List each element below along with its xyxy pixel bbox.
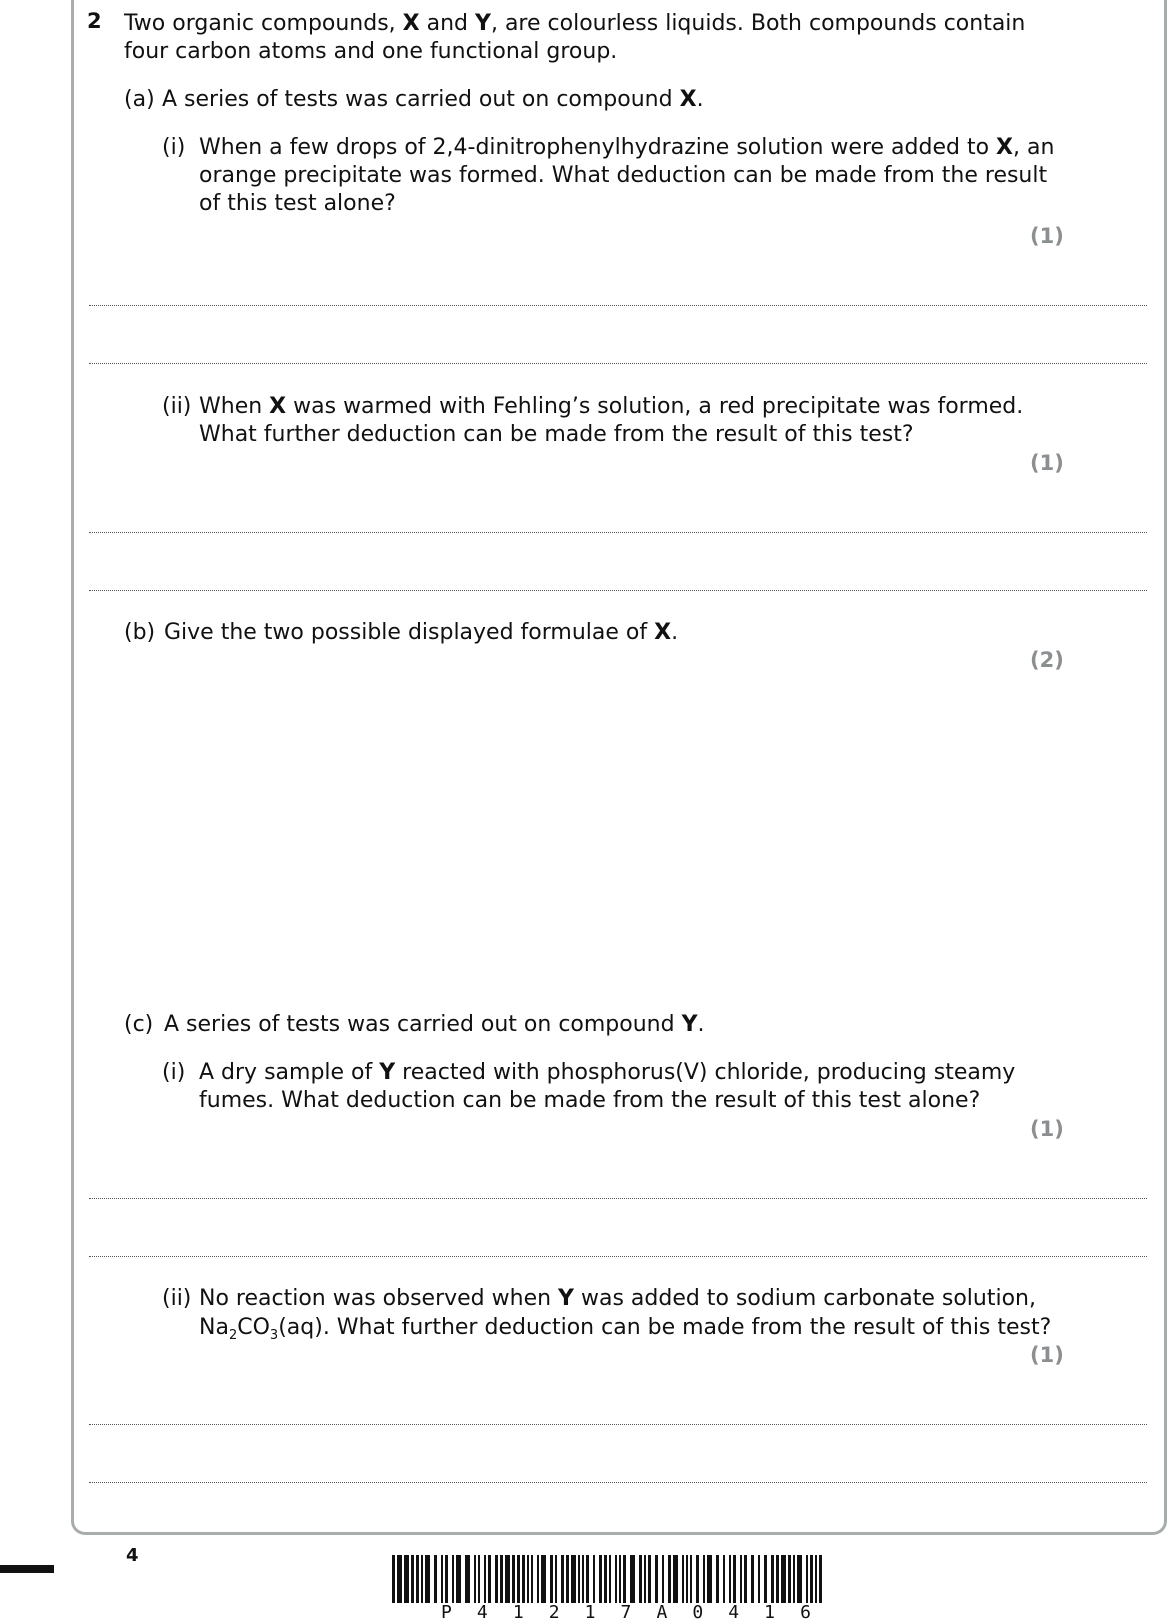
barcode-bar — [488, 1555, 491, 1603]
barcode-bar — [474, 1555, 476, 1603]
barcode-bar — [619, 1555, 621, 1603]
barcode-bar — [696, 1555, 699, 1603]
part-c-ii-label: (ii) — [162, 1286, 192, 1311]
part-a-ii-line2: What further deduction can be made from the result of this test? — [199, 422, 914, 447]
barcode-char: P — [441, 1602, 452, 1623]
barcode-bar — [690, 1555, 692, 1603]
barcode-bar — [561, 1555, 564, 1603]
barcode-bar — [500, 1555, 503, 1603]
barcode-bar — [578, 1555, 580, 1603]
barcode-char: 7 — [620, 1602, 632, 1623]
part-a-i-label: (i) — [162, 135, 186, 160]
part-a-stem: A series of tests was carried out on compound X. — [162, 87, 704, 112]
barcode-bar — [505, 1555, 510, 1603]
barcode-bar — [673, 1555, 678, 1603]
answer-line-c-ii-2[interactable] — [89, 1482, 1147, 1483]
barcode-bar — [639, 1555, 642, 1603]
part-a-i-marks: (1) — [1030, 224, 1064, 248]
barcode-bar — [707, 1555, 712, 1603]
part-b-answer-space[interactable] — [124, 690, 1124, 990]
answer-line-a-ii-1[interactable] — [89, 532, 1147, 533]
barcode-bar — [416, 1555, 419, 1603]
barcode-bar — [512, 1555, 515, 1603]
question-intro-line2: four carbon atoms and one functional group. — [124, 39, 618, 64]
barcode-char: 1 — [584, 1602, 596, 1623]
barcode-bar — [517, 1555, 520, 1603]
barcode-bar — [716, 1555, 719, 1603]
barcode-bar — [733, 1555, 736, 1603]
barcode-bar — [566, 1555, 569, 1603]
barcode-bar — [655, 1555, 658, 1603]
part-a-i-line2: orange precipitate was formed. What deduction can be made from the result — [199, 163, 1048, 188]
barcode-bar — [537, 1555, 539, 1603]
barcode-bar — [764, 1555, 767, 1603]
barcode-bar — [522, 1555, 525, 1603]
barcode-bar — [758, 1555, 760, 1603]
barcode-bar — [456, 1555, 461, 1603]
part-c-i-marks: (1) — [1030, 1117, 1064, 1141]
barcode-bar — [599, 1555, 602, 1603]
barcode-bar — [793, 1555, 795, 1603]
answer-line-a-i-2[interactable] — [89, 363, 1147, 364]
barcode-text — [441, 1603, 811, 1623]
barcode-bar — [648, 1555, 651, 1603]
barcode-bar — [630, 1555, 635, 1603]
part-a-ii-line1: When X was warmed with Fehling’s solution, a red precipitate was formed. — [199, 394, 1024, 419]
barcode-bar — [445, 1555, 448, 1603]
barcode-bar — [644, 1555, 646, 1603]
barcode-bar — [593, 1555, 595, 1603]
barcode-bar — [582, 1555, 584, 1603]
barcode-bar — [744, 1555, 747, 1603]
barcode-char: 1 — [512, 1602, 524, 1623]
barcode-bar — [404, 1555, 409, 1603]
barcode-bar — [810, 1555, 813, 1603]
barcode-bar — [434, 1555, 437, 1603]
barcode-bar — [604, 1555, 607, 1603]
barcode-char: 4 — [476, 1602, 488, 1623]
barcode-bar — [662, 1555, 664, 1603]
barcode-bar — [623, 1555, 626, 1603]
barcode-bar — [484, 1555, 486, 1603]
barcode-bar — [668, 1555, 671, 1603]
part-c-ii-line1: No reaction was observed when Y was added to sodium carbonate solution, — [199, 1286, 1036, 1311]
barcode-bar — [531, 1555, 533, 1603]
barcode-bar — [776, 1555, 779, 1603]
part-a-i-line1: When a few drops of 2,4-dinitrophenylhydrazine solution were added to X, an — [199, 135, 1055, 160]
part-a-ii-marks: (1) — [1030, 451, 1064, 475]
barcode-bar — [411, 1555, 414, 1603]
barcode-bar — [550, 1555, 553, 1603]
page-number: 4 — [126, 1545, 139, 1566]
barcode-bar — [397, 1555, 402, 1603]
barcode-bar — [819, 1555, 822, 1603]
part-b-label: (b) — [124, 620, 156, 645]
barcode-bar — [555, 1555, 557, 1603]
barcode-bar — [452, 1555, 454, 1603]
answer-line-c-i-1[interactable] — [89, 1198, 1147, 1199]
barcode-bar — [527, 1555, 529, 1603]
part-a-label: (a) — [124, 87, 155, 112]
barcode-char: 2 — [548, 1602, 560, 1623]
part-c-ii-line2: $Na_2CO_3(aq)$. What further deduction can be made from the result of this test? — [199, 1315, 1052, 1343]
part-b-stem: Give the two possible displayed formulae of X. — [164, 620, 679, 645]
barcode-bar — [478, 1555, 480, 1603]
answer-line-c-ii-1[interactable] — [89, 1424, 1147, 1425]
barcode — [392, 1555, 842, 1603]
barcode-bar — [421, 1555, 423, 1603]
barcode-bar — [723, 1555, 725, 1603]
barcode-bar — [703, 1555, 705, 1603]
part-c-label: (c) — [124, 1012, 154, 1037]
part-c-ii-marks: (1) — [1030, 1343, 1064, 1367]
barcode-bar — [686, 1555, 688, 1603]
barcode-char: 6 — [800, 1602, 811, 1623]
barcode-char: 1 — [764, 1602, 775, 1623]
barcode-bar — [751, 1555, 754, 1603]
question-number: 2 — [87, 9, 102, 33]
part-a-i-line3: of this test alone? — [199, 191, 396, 216]
margin-bar — [0, 1565, 54, 1573]
answer-line-a-ii-2[interactable] — [89, 590, 1147, 591]
barcode-bar — [682, 1555, 684, 1603]
barcode-bar — [465, 1555, 470, 1603]
answer-line-a-i-1[interactable] — [89, 305, 1147, 306]
part-c-i-line2: fumes. What deduction can be made from the result of this test alone? — [199, 1088, 981, 1113]
part-b-marks: (2) — [1030, 648, 1064, 672]
barcode-bar — [571, 1555, 576, 1603]
barcode-char: A — [656, 1602, 668, 1623]
barcode-bar — [788, 1555, 791, 1603]
barcode-bar — [781, 1555, 786, 1603]
barcode-bar — [495, 1555, 498, 1603]
barcode-bar — [797, 1555, 802, 1603]
barcode-bar — [771, 1555, 774, 1603]
barcode-bar — [541, 1555, 546, 1603]
question-intro-line1: Two organic compounds, X and Y, are colourless liquids. Both compounds contain — [124, 11, 1026, 36]
barcode-bar — [441, 1555, 443, 1603]
part-c-stem: A series of tests was carried out on compound Y. — [164, 1012, 705, 1037]
barcode-bar — [425, 1555, 430, 1603]
barcode-bar — [740, 1555, 742, 1603]
barcode-char: 4 — [728, 1602, 740, 1623]
barcode-bar — [806, 1555, 808, 1603]
barcode-bar — [729, 1555, 731, 1603]
part-c-i-label: (i) — [162, 1060, 186, 1085]
barcode-bar — [392, 1555, 395, 1603]
barcode-char: 0 — [692, 1602, 704, 1623]
part-a-ii-label: (ii) — [162, 394, 192, 419]
answer-line-c-i-2[interactable] — [89, 1256, 1147, 1257]
barcode-bar — [615, 1555, 617, 1603]
barcode-bar — [586, 1555, 589, 1603]
barcode-bar — [609, 1555, 611, 1603]
barcode-bar — [815, 1555, 817, 1603]
part-c-i-line1: A dry sample of Y reacted with phosphorus(V) chloride, producing steamy — [199, 1060, 1016, 1085]
